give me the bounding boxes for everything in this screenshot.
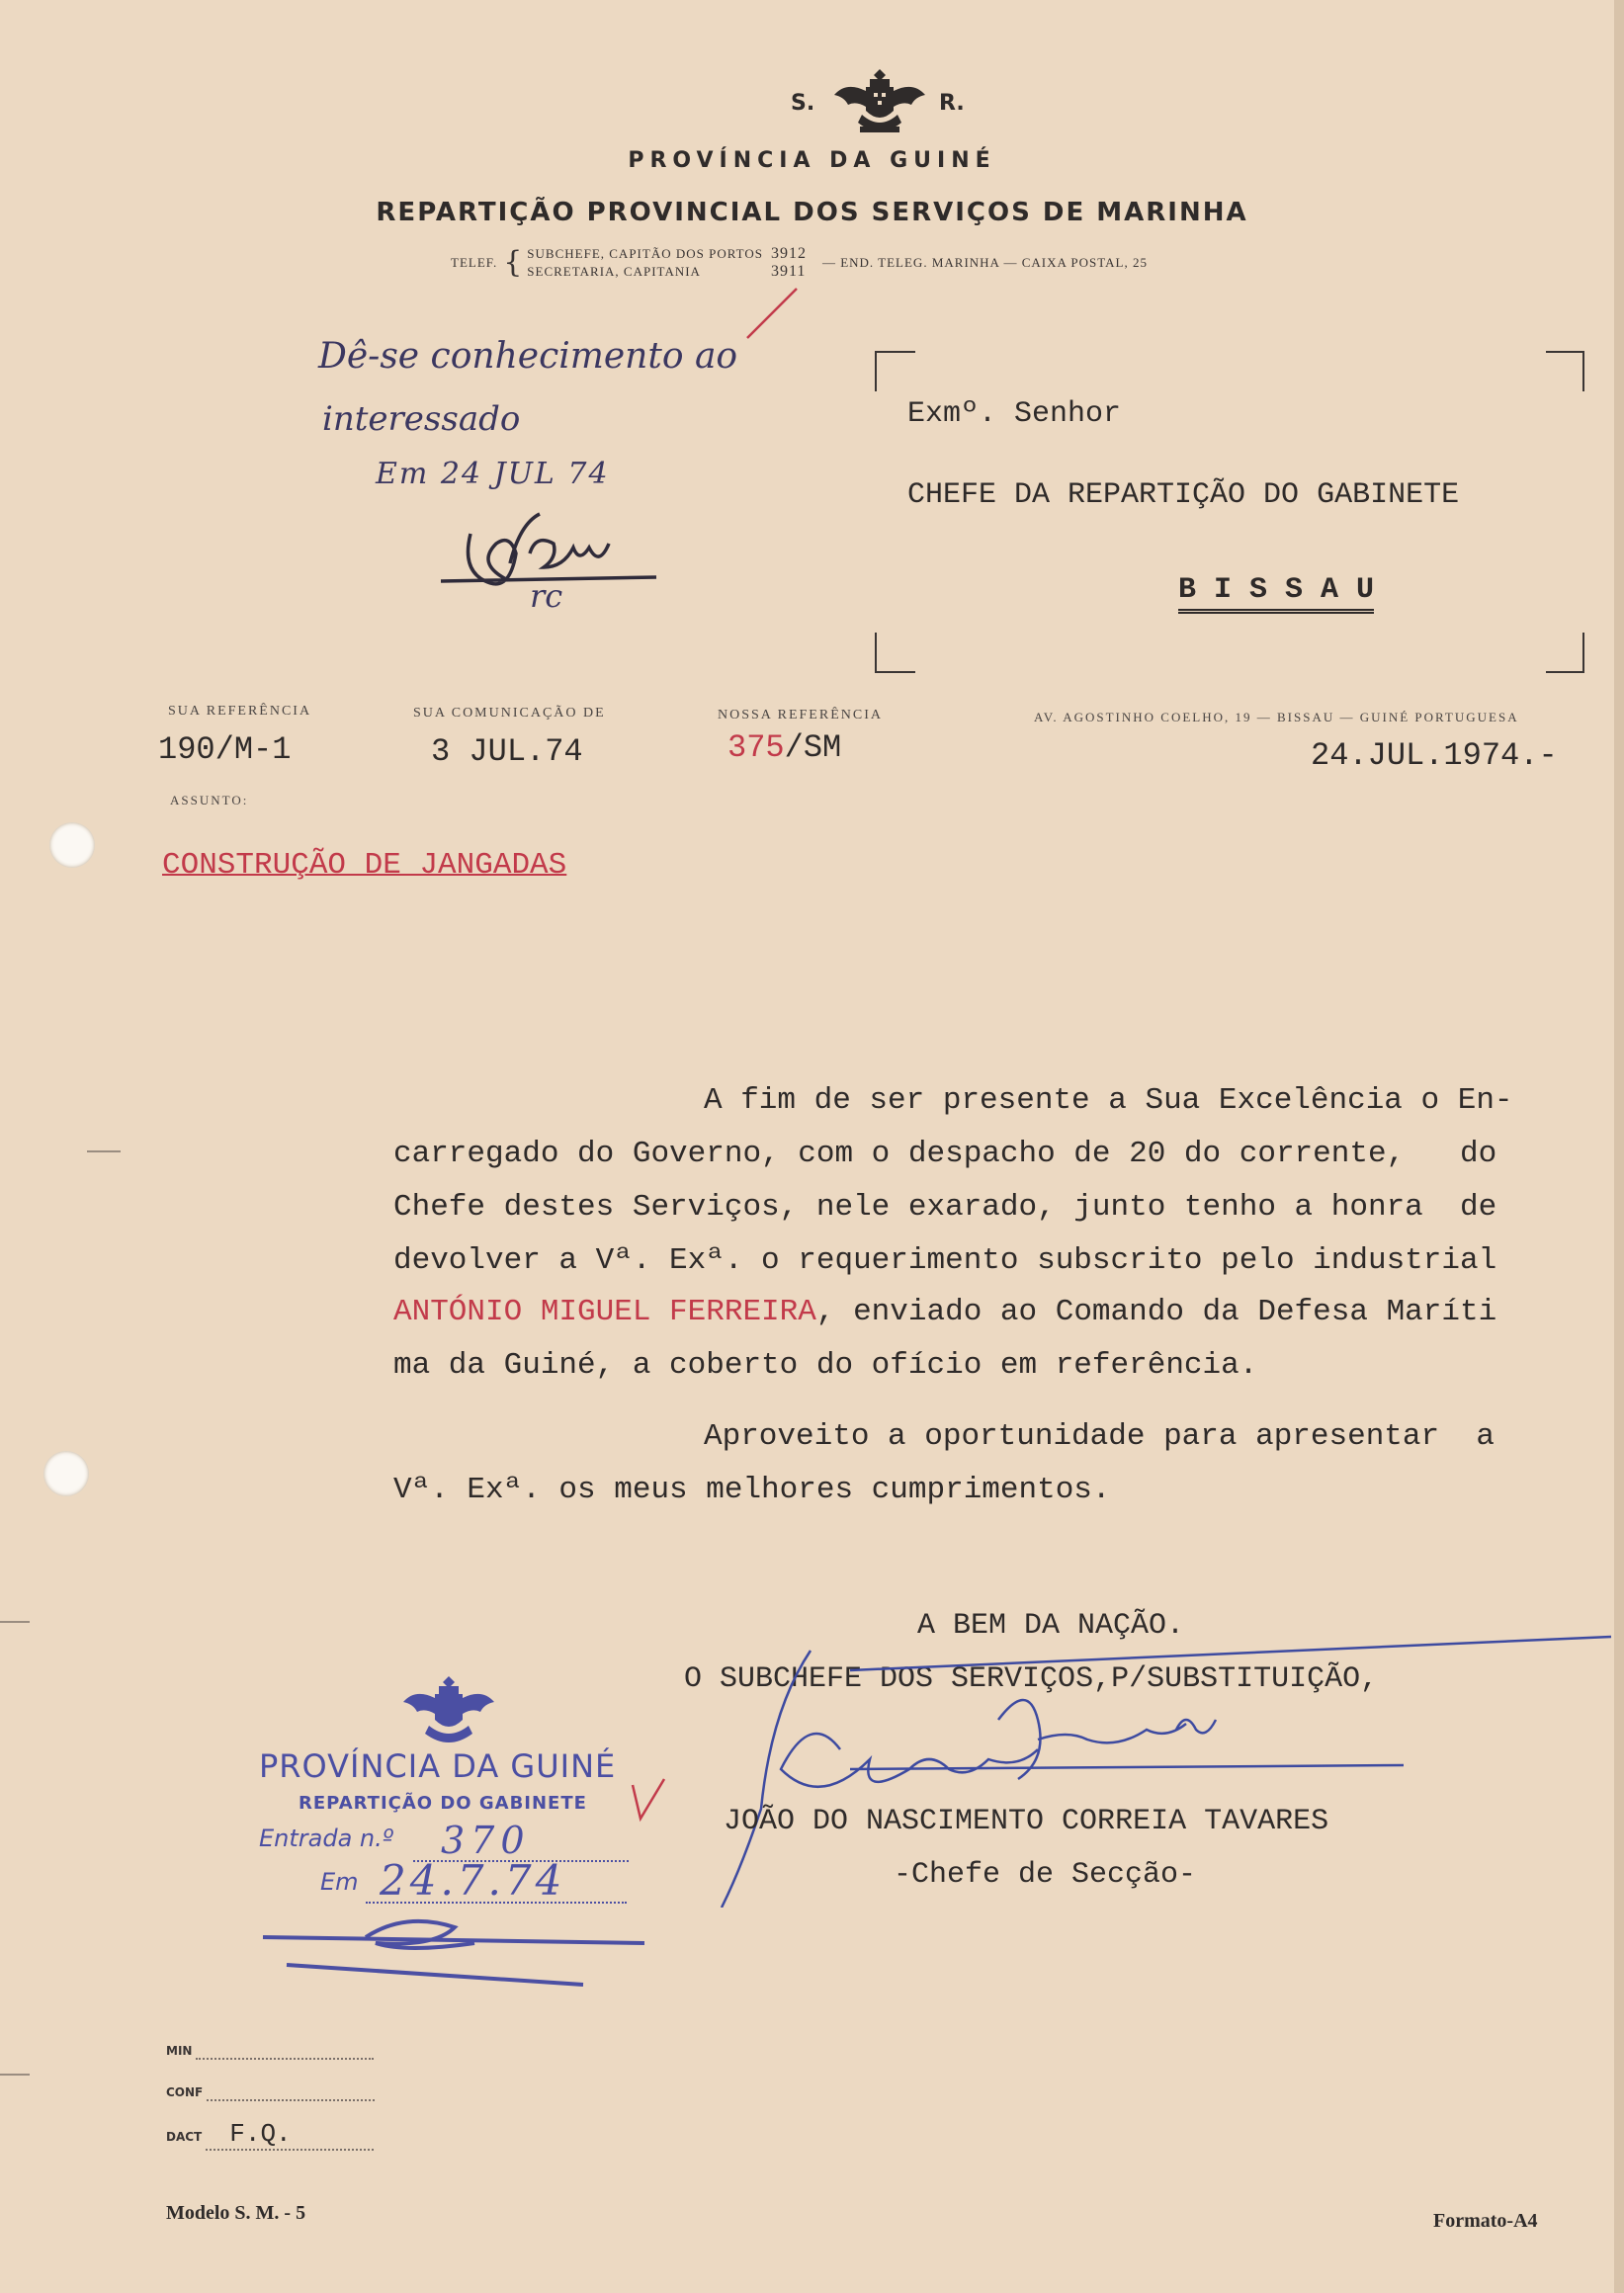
body-p1-line6: ma da Guiné, a coberto do ofício em referência. [393,1348,1258,1383]
nossa-referencia-suffix: /SM [784,729,842,766]
annotation-date: Em 24 JUL 74 [376,457,610,491]
header-department: REPARTIÇÃO PROVINCIAL DOS SERVIÇOS DE MARINHA [376,198,1248,227]
nossa-referencia-value [727,729,841,766]
footer-model: Modelo S. M. - 5 [166,2202,306,2224]
address-salutation: Exmº. Senhor [907,397,1122,431]
tel-num-1: 3912 [770,245,807,262]
margin-mark [87,1150,121,1152]
stamp-check-mark [629,1775,668,1825]
header-left-letter: S. [791,91,815,116]
footer-conf-field [207,2099,375,2101]
subject-label: ASSUNTO: [170,793,249,807]
sender-address: AV. AGOSTINHO COELHO, 19 — BISSAU — GUINÉ PORTUGUESA [1034,710,1519,724]
body-person-name: ANTÓNIO MIGUEL FERREIRA [393,1295,816,1329]
subject-text: CONSTRUÇÃO DE JANGADAS [162,848,567,883]
footer-conf-row [166,2083,375,2101]
stamp-province: PROVÍNCIA DA GUINÉ [259,1747,617,1785]
footer-format: Formato-A4 [1433,2210,1538,2232]
annotation-line-1: Dê-se conhecimento ao [318,336,738,377]
sua-referencia-value: 190/M-1 [158,731,292,768]
tel-num-2: 3911 [770,263,807,280]
tel-line-2: SECRETARIA, CAPITANIA [527,264,701,279]
footer-dact-field [206,2119,374,2151]
letter-date: 24.JUL.1974.- [1311,737,1558,774]
annotation-line-2: interessado [322,399,521,439]
tel-line-1: SUBCHEFE, CAPITÃO DOS PORTOS [527,246,763,261]
header-right-letter: R. [939,91,965,116]
footer-dact-row [166,2119,374,2151]
margin-mark [0,2074,30,2076]
margin-mark [0,1621,30,1623]
body-p1-line5 [393,1295,1563,1329]
signer-name: JOÃO DO NASCIMENTO CORREIA TAVARES [724,1805,1329,1838]
stamp-em-date: 24.7.74 [380,1856,566,1905]
stamp-department: REPARTIÇÃO DO GABINETE [299,1793,587,1814]
closing-role: O SUBCHEFE DOS SERVIÇOS,P/SUBSTITUIÇÃO, [684,1662,1379,1696]
sua-comunicacao-value: 3 JUL.74 [431,733,583,770]
stamp-entrada-label: Entrada n.º [259,1825,394,1852]
footer-dact-label: DACT [166,2130,203,2144]
footer-min-row [166,2042,374,2060]
body-p1-line4: devolver a Vª. Exª. o requerimento subscrito pelo industrial [393,1243,1497,1278]
stamp-entrada-number: 370 [441,1819,531,1862]
body-p1-line3: Chefe destes Serviços, nele exarado, junto tenho a honra de [393,1190,1497,1225]
annotation-initials: rc [530,577,563,615]
header-province: PROVÍNCIA DA GUINÉ [628,148,996,173]
stamp-scribble [257,1898,652,1987]
nossa-referencia-label: NOSSA REFERÊNCIA [718,708,883,722]
body-p2-line1: Aproveito a oportunidade para apresentar a [704,1419,1495,1454]
sua-referencia-label: SUA REFERÊNCIA [168,704,312,719]
telegraph-address: — END. TELEG. MARINHA — CAIXA POSTAL, 25 [821,255,1148,270]
telephone-block [451,245,1148,281]
address-city: B I S S A U [1178,573,1374,614]
footer-conf-label: CONF [166,2085,204,2099]
telef-brace: { [503,245,524,280]
footer-min-field [196,2058,374,2060]
footer-min-label: MIN [166,2044,193,2058]
punch-hole [49,822,95,868]
pen-tick-mark [743,283,803,342]
body-p1-line5-rest: , enviado ao Comando da Defesa Maríti [815,1295,1497,1329]
telef-label: TELEF. [451,255,498,270]
closing-motto: A BEM DA NAÇÃO. [917,1609,1185,1643]
paper-edge [1614,0,1624,2293]
signer-title: -Chefe de Secção- [894,1858,1197,1892]
nossa-referencia-number: 375 [727,729,785,766]
body-p1-line1: A fim de ser presente a Sua Excelência o En- [704,1083,1513,1118]
body-p1-line2: carregado do Governo, com o despacho de 20 do corrente, do [393,1137,1497,1171]
stamp-em-label: Em [320,1868,359,1896]
stamp-coat-of-arms-icon [399,1672,498,1751]
punch-hole [43,1451,89,1496]
coat-of-arms-icon [832,63,927,138]
footer-dact-value: F.Q. [229,2119,292,2149]
address-recipient: CHEFE DA REPARTIÇÃO DO GABINETE [907,478,1460,512]
sua-comunicacao-label: SUA COMUNICAÇÃO DE [413,706,606,721]
body-p2-line2: Vª. Exª. os meus melhores cumprimentos. [393,1473,1111,1507]
